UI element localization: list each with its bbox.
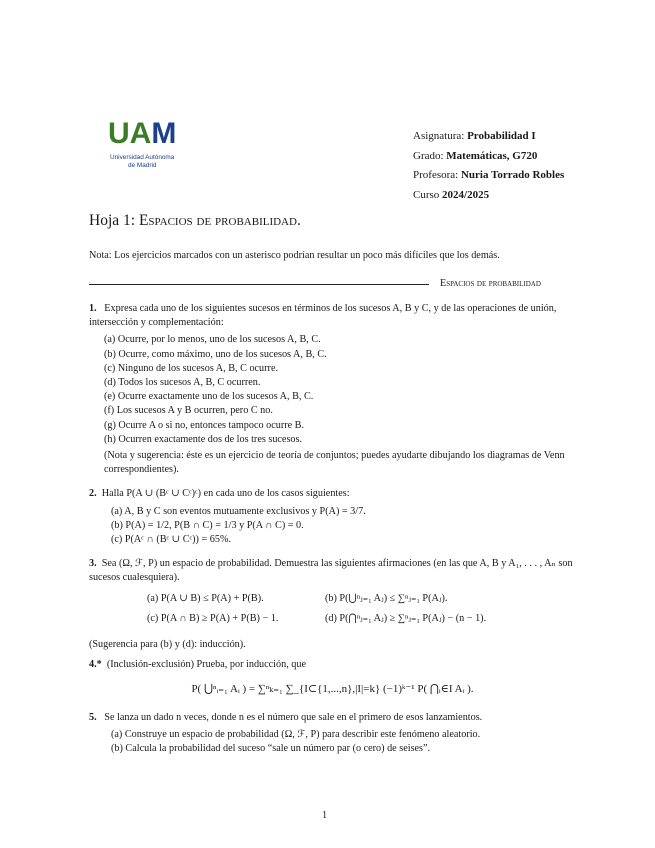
exercise-text: Se lanza un dado n veces, donde n es el número que sale en el primero de esos lanzamientos. <box>104 711 483 723</box>
meta-label: Grado: <box>413 149 447 162</box>
exercise-1-statement <box>89 302 576 330</box>
section-rule <box>89 284 429 285</box>
note: Nota: Los ejercicios marcados con un asterisco podrían resultar un poco más difíciles que los demás. <box>89 250 500 261</box>
meta-label: Asignatura: <box>413 130 468 142</box>
exercise-4-statement <box>89 658 576 672</box>
exercise-5 <box>89 711 576 757</box>
exercise-number: 1. <box>89 303 97 314</box>
title-text: Espacios de probabilidad. <box>138 212 301 229</box>
meta-label: Profesora: <box>413 169 461 182</box>
list-item: (g) Ocurre A o si no, entonces tampoco ocurre B. <box>104 419 305 431</box>
exercise-5-items <box>111 728 576 756</box>
list-item: (a) P(A ∪ B) ≤ P(A) + P(B). <box>147 592 264 604</box>
exercise-text: Halla P(A ∪ (Bᶜ ∪ Cᶜ)ᶜ) en cada uno de los casos siguientes: <box>101 488 350 500</box>
logo-subtitle-line2: de Madrid <box>128 161 157 169</box>
logo-subtitle <box>110 154 174 169</box>
list-item: (e) Ocurre exactamente uno de los sucesos A, B, C. <box>104 391 314 403</box>
exercise-text: Sea (Ω, ℱ, P) un espacio de probabilidad. Demuestra las siguientes afirmaciones (en las que A, B y A₁, . . . , Aₙ son sucesos cualesquiera). <box>89 558 573 584</box>
list-item: (f) Los sucesos A y B ocurren, pero C no. <box>104 405 273 417</box>
exercise-number: 5. <box>89 711 97 723</box>
list-item: (c) P(Aᶜ ∩ (Bᶜ ∪ Cᶜ)) = 65%. <box>111 534 231 546</box>
meta-value: Probabilidad I <box>467 130 536 142</box>
list-item: (d) Todos los sucesos A, B, C ocurren. <box>104 377 261 389</box>
meta-label: Curso <box>413 188 443 201</box>
spacer <box>89 547 576 557</box>
page-number: 1 <box>322 810 328 821</box>
list-item: (b) Ocurre, como máximo, uno de los sucesos A, B, C. <box>104 348 327 360</box>
list-item: (h) Ocurren exactamente dos de los tres sucesos. <box>104 433 303 445</box>
list-item: (c) P(A ∩ B) ≥ P(A) + P(B) − 1. <box>147 612 279 624</box>
page-title <box>89 212 301 230</box>
course-meta <box>413 127 564 205</box>
exercises <box>89 302 576 756</box>
exercise-2 <box>89 487 576 547</box>
meta-value: Matemáticas, G720 <box>446 149 538 162</box>
logo-letter-u: U <box>108 117 130 150</box>
exercise-3-items <box>147 592 576 626</box>
exercise-1-hint: (Nota y sugerencia: éste es un ejercicio de teoría de conjuntos; puedes ayudarte dibujando los diagramas de Venn correspondientes). <box>104 450 565 476</box>
list-item: (a) A, B y C son eventos mutuamente exclusivos y P(A) = 3/7. <box>111 505 366 517</box>
meta-grado <box>413 147 564 167</box>
list-item: (b) Calcula la probabilidad del suceso “sale un número par (o cero) de seises”. <box>111 743 431 755</box>
exercise-text: Expresa cada uno de los siguientes sucesos en términos de los sucesos A, B y C, y de las operaciones de unión, intersección y complementación: <box>89 303 557 329</box>
exercise-3-statement <box>89 557 576 585</box>
list-item: (a) Ocurre, por lo menos, uno de los sucesos A, B, C. <box>104 334 321 346</box>
meta-profesora <box>413 166 564 186</box>
exercise-2-statement <box>89 487 576 501</box>
meta-value: 2024/2025 <box>442 188 490 201</box>
list-item: (c) Ninguno de los sucesos A, B, C ocurre. <box>104 362 279 374</box>
exercise-1 <box>89 302 576 477</box>
logo-wordmark <box>108 119 176 149</box>
list-item: (d) P(⋂ⁿⱼ₌₁ Aⱼ) ≥ ∑ⁿⱼ₌₁ P(Aⱼ) − (n − 1). <box>325 612 487 624</box>
exercise-number: 2. <box>89 488 97 500</box>
logo-subtitle-line1: Universidad Autónoma <box>110 154 175 161</box>
meta-asignatura <box>413 127 564 147</box>
exercise-5-statement <box>89 711 576 725</box>
exercise-3-hint: (Sugerencia para (b) y (d): inducción). <box>89 639 246 651</box>
exercise-2-items <box>111 505 576 548</box>
section-header: Espacios de probabilidad <box>440 278 541 289</box>
logo-letter-m: M <box>151 117 177 150</box>
exercise-4 <box>89 658 576 696</box>
list-item: (b) P(A) = 1/2, P(B ∩ C) = 1/3 y P(A ∩ C) = 0. <box>111 519 304 531</box>
exercise-number: 4.* <box>89 659 102 671</box>
uam-logo <box>108 119 188 179</box>
exercise-1-items <box>104 333 576 447</box>
exercise-text: (Inclusión-exclusión) Prueba, por inducción, que <box>106 659 306 671</box>
meta-value: Nuria Torrado Robles <box>460 169 565 182</box>
list-item: (b) P(⋃ⁿⱼ₌₁ Aⱼ) ≤ ∑ⁿⱼ₌₁ P(Aⱼ). <box>325 592 448 604</box>
title-prefix: Hoja 1: <box>89 212 139 229</box>
spacer <box>89 477 576 487</box>
meta-curso <box>413 186 564 206</box>
list-item: (a) Construye un espacio de probabilidad (Ω, ℱ, P) para describir este fenómeno aleatorio. <box>111 728 481 740</box>
logo-letter-a: A <box>129 117 152 150</box>
inclusion-exclusion-formula: P( ⋃ⁿᵢ₌₁ Aᵢ ) = ∑ⁿₖ₌₁ ∑_{I⊂{1,...,n},|I|=k} (−1)ᵏ⁻¹ P( ⋂ᵢ∈I Aᵢ ). <box>191 683 474 696</box>
exercise-number: 3. <box>89 558 97 570</box>
exercise-3 <box>89 557 576 652</box>
